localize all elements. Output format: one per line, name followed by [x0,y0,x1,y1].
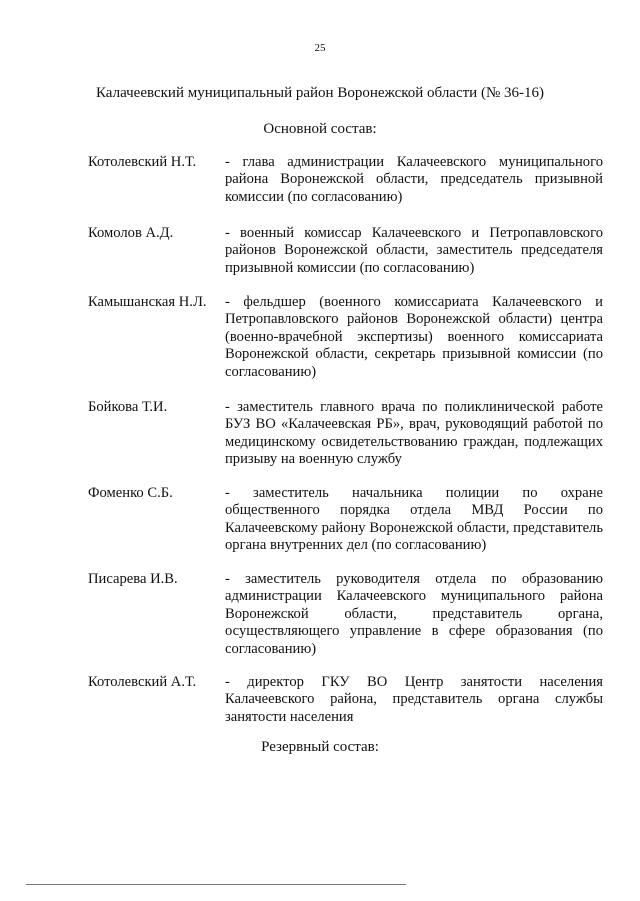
member-role: - заместитель начальника полиции по охране общественного порядка отдела МВД России по Калачеевскому району Воронежской области, представитель органа внутренних дел (по согласованию) [225,485,603,554]
member-name: Писарева И.В. [88,571,178,587]
member-name: Бойкова Т.И. [88,399,168,415]
member-entry [88,225,603,277]
member-entry [88,571,603,658]
main-composition-heading: Основной состав: [263,121,377,137]
member-role: - фельдшер (военного комиссариата Калачеевского и Петропавловского районов Воронежской области) центра (военно-врачебной экспертизы) военного комиссариата Воронежской области, секретарь призывной комиссии (по согласованию) [225,294,603,380]
member-entry [88,154,603,206]
member-entry [88,399,603,469]
member-name: Комолов А.Д. [88,225,174,241]
reserve-composition-heading: Резервный состав: [261,739,379,755]
member-name: Фоменко С.Б. [88,485,173,501]
member-entry [88,294,603,381]
member-role: - военный комиссар Калачеевского и Петропавловского районов Воронежской области, заместитель председателя призывной комиссии (по согласованию) [225,225,603,276]
member-name: Котолевский А.Т. [88,674,197,690]
member-name: Камышанская Н.Л. [88,294,207,310]
member-role: - заместитель руководителя отдела по образованию администрации Калачеевского муниципального района Воронежской области, представитель органа, осуществляющего управление в сфере образования (по согласованию) [225,571,603,657]
member-entry [88,485,603,555]
member-entry [88,674,603,726]
member-name: Котолевский Н.Т. [88,154,197,170]
member-role: - директор ГКУ ВО Центр занятости населения Калачеевского района, представитель органа службы занятости населения [225,674,603,725]
page-number: 25 [314,42,326,54]
member-role: - заместитель главного врача по поликлинической работе БУЗ ВО «Калачеевская РБ», врач, руководящий работой по медицинскому освидетельствованию граждан, подлежащих призыву на военную службу [225,399,603,468]
footer-divider [26,884,406,885]
district-title: Калачеевский муниципальный район Воронежской области (№ 36-16) [95,85,544,101]
member-role: - глава администрации Калачеевского муниципального района Воронежской области, председатель призывной комиссии (по согласованию) [225,154,603,205]
